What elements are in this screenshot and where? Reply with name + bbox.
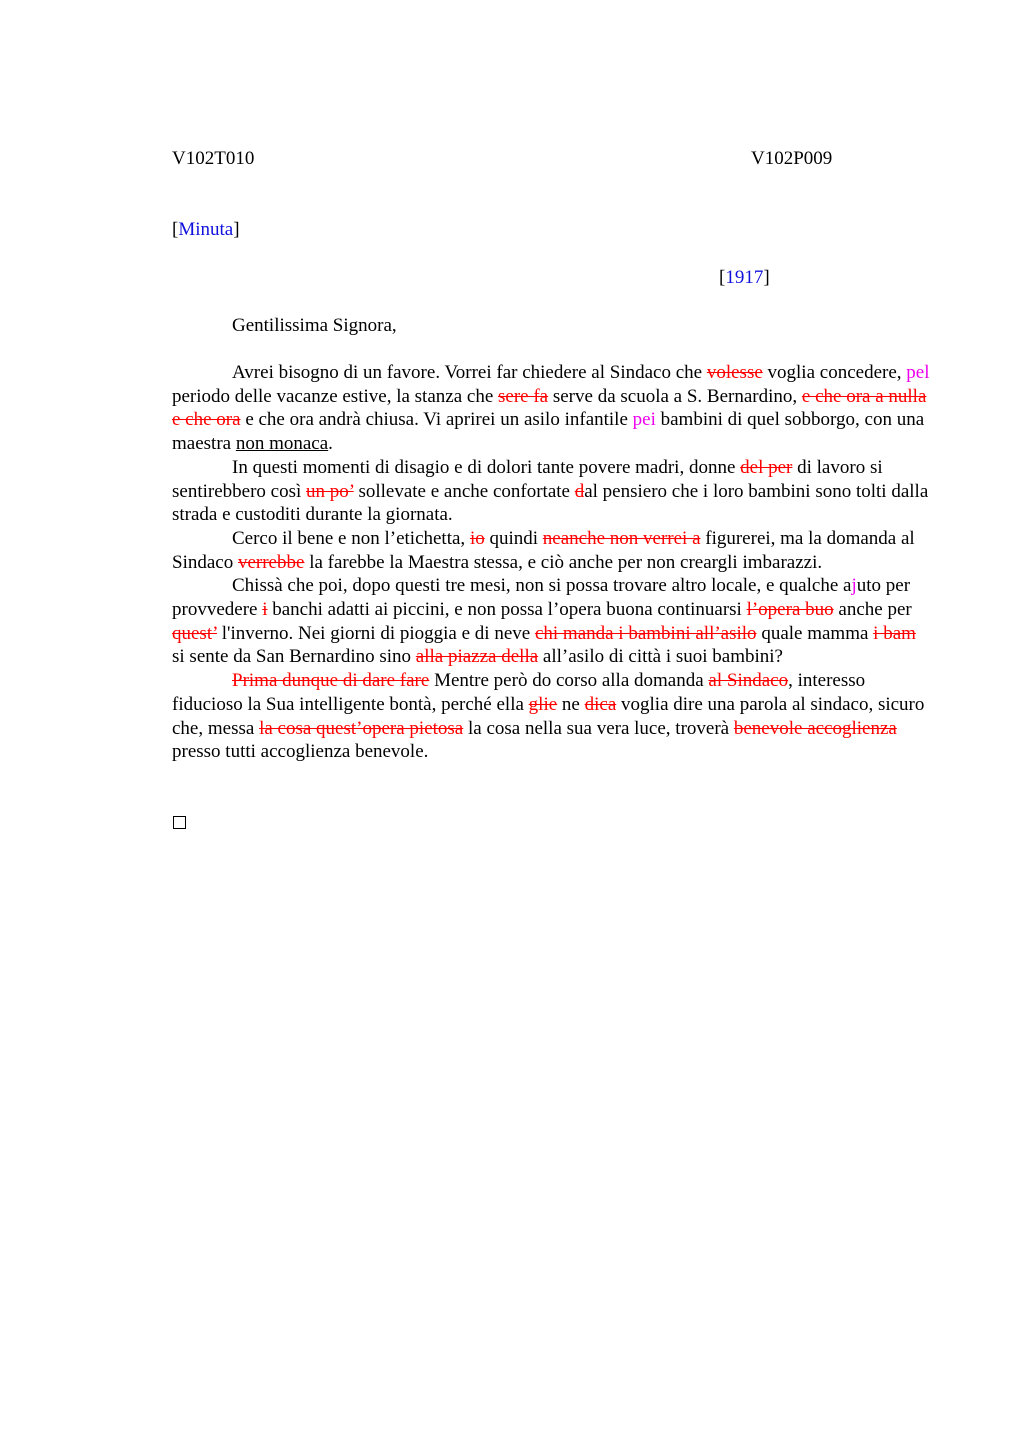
- text-segment: quale mamma: [756, 622, 874, 644]
- text-segment: presso tutti accoglienza benevole.: [172, 741, 429, 763]
- text-segment: uto per provvedere: [172, 575, 911, 621]
- text-segment: la farebbe la Maestra stessa, e ciò anche per non creargli imbarazzi.: [304, 551, 823, 573]
- bracket-close: ]: [763, 267, 770, 288]
- deleted-text: l’opera buo: [746, 599, 834, 621]
- text-segment: voglia dire una parola al sindaco, sicuro che, messa: [172, 693, 925, 739]
- text-segment: di lavoro si sentirebbero così: [172, 456, 883, 502]
- paragraph-5: [172, 669, 932, 764]
- bracket-close: ]: [233, 219, 240, 240]
- text-segment: Avrei bisogno di un favore. Vorrei far chiedere al Sindaco che: [232, 362, 707, 383]
- bracket-open: [: [172, 219, 179, 240]
- deleted-text: al Sindaco: [708, 670, 789, 692]
- paragraph-1: [172, 361, 932, 456]
- text-segment: , interesso fiducioso la Sua intelligente bontà, perché ella: [172, 670, 866, 715]
- deleted-text: neanche non verrei a: [542, 527, 701, 549]
- deleted-text: quest’: [172, 622, 218, 644]
- text-segment: sollevate e anche confortate: [353, 480, 575, 502]
- deleted-text: chi manda i bambini all’asilo: [534, 622, 757, 644]
- deleted-text: i: [262, 599, 268, 621]
- date-year: 1917: [725, 267, 764, 288]
- document-code-left: V102T010: [172, 148, 255, 169]
- text-segment: banchi adatti ai piccini, e non possa l’opera buona continuarsi: [267, 599, 747, 621]
- text-segment: e che ora andrà chiusa. Vi aprirei un asilo infantile: [240, 409, 633, 431]
- text-segment: la cosa nella sua vera luce, troverà: [463, 717, 734, 739]
- letter-body: [172, 361, 932, 764]
- minuta-label: [172, 218, 240, 242]
- deleted-text: del per: [740, 456, 793, 478]
- text-segment: anche per: [833, 599, 912, 621]
- deleted-text: Prima dunque di dare fare: [232, 670, 430, 692]
- text-segment: bambini di quel sobborgo, con una maestra: [172, 409, 925, 455]
- text-segment: Cerco il bene e non l’etichetta,: [232, 527, 470, 549]
- text-segment: si sente da San Bernardino sino: [172, 646, 416, 668]
- deleted-text: glie: [528, 693, 558, 715]
- text-segment: Chissà che poi, dopo questi tre mesi, non si possa trovare altro locale, e qualche a: [232, 575, 852, 597]
- deleted-text: io: [469, 527, 485, 549]
- paragraph-2: [172, 456, 932, 527]
- deleted-text: d: [574, 480, 585, 502]
- inserted-text: pel: [906, 362, 930, 383]
- end-marker-square: [173, 816, 186, 829]
- text-segment: voglia concedere,: [762, 362, 907, 383]
- text-segment: l'inverno. Nei giorni di pioggia e di neve: [217, 622, 535, 644]
- deleted-text: sere fa: [498, 385, 549, 407]
- minuta-word: Minuta: [178, 219, 234, 240]
- deleted-text: volesse: [706, 362, 763, 383]
- text-segment: In questi momenti di disagio e di dolori tante povere madri, donne: [232, 456, 741, 478]
- deleted-text: alla piazza della: [415, 646, 539, 668]
- text-segment: serve da scuola a S. Bernardino,: [548, 385, 802, 407]
- paragraph-4: [172, 574, 932, 669]
- deleted-text: la cosa quest’opera pietosa: [259, 717, 464, 739]
- inserted-text: j: [851, 575, 857, 597]
- paragraph-3: [172, 527, 932, 574]
- text-segment: al pensiero che i loro bambini sono tolti dalla strada e custoditi durante la giornata.: [172, 480, 929, 526]
- text-segment: quindi: [484, 527, 543, 549]
- document-code-right: V102P009: [751, 148, 833, 169]
- letter-date: [719, 266, 770, 290]
- deleted-text: un po’: [306, 480, 354, 502]
- inserted-text: pei: [632, 409, 656, 431]
- text-segment: all’asilo di città i suoi bambini?: [538, 646, 783, 668]
- deleted-text: benevole accoglienza: [733, 717, 897, 739]
- text-segment: Mentre però do corso alla domanda: [429, 670, 709, 692]
- salutation: Gentilissima Signora,: [232, 315, 397, 336]
- deleted-text: dica: [584, 693, 617, 715]
- text-segment: .: [328, 433, 333, 455]
- deleted-text: verrebbe: [237, 551, 305, 573]
- underlined-text: non monaca: [235, 433, 329, 455]
- deleted-text: i bam: [873, 622, 916, 644]
- text-segment: periodo delle vacanze estive, la stanza che: [172, 385, 498, 407]
- bracket-open: [: [719, 267, 726, 288]
- text-segment: figurerei, ma la domanda al Sindaco: [172, 527, 915, 573]
- text-segment: ne: [557, 693, 585, 715]
- deleted-text: e che ora a nulla e che ora: [172, 385, 927, 431]
